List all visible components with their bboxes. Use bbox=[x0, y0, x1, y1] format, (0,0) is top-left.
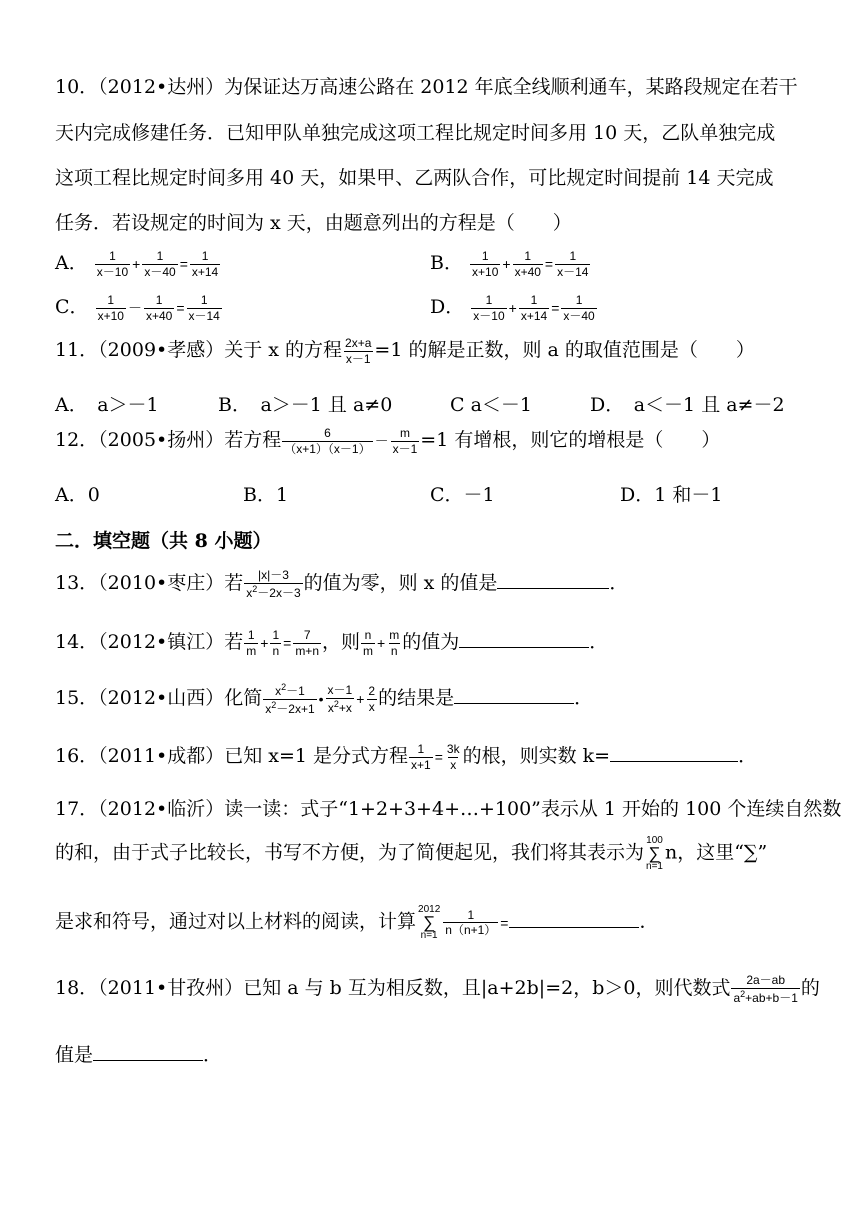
fraction: $\frac{7}{m+n}$ bbox=[295, 627, 319, 658]
fraction: $\frac{6}{(x+1)(x-1)}$ bbox=[284, 425, 371, 456]
q13-stem: 13．（2010•枣庄）若 $\frac{|x|-3}{x^2-2x-3}$ 的值为零，则 x 的值是 ． bbox=[55, 567, 629, 600]
fraction: $\frac{2x+a}{x-1}$ bbox=[345, 335, 372, 366]
fraction: $\frac{|x|-3}{x^2-2x-3}$ bbox=[246, 567, 301, 600]
q10-option-d: D． $\frac{1}{x-10}$ + $\frac{1}{x+14}$ = $\frac{1}{x-40}$ bbox=[430, 292, 595, 323]
fraction: $\frac{1}{x+10}$ bbox=[97, 292, 124, 323]
answer-blank[interactable] bbox=[93, 1043, 203, 1061]
q12-option-a: A．0 bbox=[55, 484, 100, 506]
q10-line-2: 天内完成修建任务．已知甲队单独完成这项工程比规定时间多用 10 天，乙队单独完成 bbox=[55, 122, 776, 144]
q17-line-1: 17．（2012•临沂）读一读：式子“1+2+3+4+…+100”表示从 1 开始的 100 个连续自然数 bbox=[55, 798, 842, 820]
fraction: $\frac{1}{n(n+1)}$ bbox=[445, 907, 497, 938]
fraction: $\frac{1}{x-40}$ bbox=[144, 248, 176, 279]
fraction: $\frac{1}{x-14}$ bbox=[188, 292, 220, 323]
q16-stem: 16．（2011•成都）已知 x=1 是分式方程 $\frac{1}{x+1}$ = $\frac{3k}{x}$ 的根，则实数 k= ． bbox=[55, 741, 758, 772]
fraction: $\frac{3k}{x}$ bbox=[446, 741, 460, 772]
q15-stem: 15．（2012•山西）化简 $\frac{x^2-1}{x^2-2x+1}$ • $\frac{x-1}{x^2+x}$ + $\frac{2}{x}$ 的结果是 ． bbox=[55, 682, 594, 716]
q10-option-c: C． $\frac{1}{x+10}$ － $\frac{1}{x+40}$ = $\frac{1}{x-14}$ bbox=[55, 292, 220, 323]
q10-option-b: B． $\frac{1}{x+10}$ + $\frac{1}{x+40}$ = $\frac{1}{x-14}$ bbox=[430, 248, 589, 279]
fraction: $\frac{1}{m}$ bbox=[246, 627, 257, 658]
q11-option-d: D． a＜－1 且 a≠－2 bbox=[590, 394, 785, 416]
q10-option-a: A． $\frac{1}{x-10}$ + $\frac{1}{x-40}$ = $\frac{1}{x+14}$ bbox=[55, 248, 219, 279]
fraction: $\frac{1}{x-40}$ bbox=[563, 292, 595, 323]
fraction: $\frac{1}{n}$ bbox=[272, 627, 280, 658]
fraction: $\frac{2}{x}$ bbox=[368, 684, 376, 714]
fraction: $\frac{m}{n}$ bbox=[389, 627, 400, 658]
fraction: $\frac{1}{x-10}$ bbox=[96, 248, 129, 279]
fraction: $\frac{1}{x+1}$ bbox=[411, 741, 431, 772]
fraction: $\frac{x-1}{x^2+x}$ bbox=[327, 683, 353, 715]
q12-option-b: B．1 bbox=[243, 484, 289, 506]
q11-option-c: C a＜－1 bbox=[450, 394, 532, 416]
fraction: $\frac{1}{x+14}$ bbox=[520, 292, 548, 323]
section-heading: 二．填空题（共 8 小题） bbox=[55, 530, 272, 552]
q10-line-4: 任务．若设规定的时间为 x 天，由题意列出的方程是（ ） bbox=[55, 212, 572, 234]
q12-option-c: C．－1 bbox=[430, 484, 495, 506]
fraction: $\frac{x^2-1}{x^2-2x+1}$ bbox=[265, 682, 315, 716]
fraction: $\frac{1}{x-10}$ bbox=[473, 292, 505, 323]
fraction: $\frac{1}{x+40}$ bbox=[145, 292, 173, 323]
answer-blank[interactable] bbox=[497, 571, 609, 589]
answer-blank[interactable] bbox=[459, 630, 589, 648]
q10-line-3: 这项工程比规定时间多用 40 天，如果甲、乙两队合作，可比规定时间提前 14 天完成 bbox=[55, 167, 774, 189]
q17-line-3: 是求和符号，通过对以上材料的阅读，计算 2012 ∑ n=1 $\frac{1}{n(n+1)}$ = ． bbox=[55, 904, 659, 942]
summation: 2012 ∑ n=1 bbox=[418, 904, 441, 942]
q11-option-b: B． a＞－1 且 a≠0 bbox=[218, 394, 393, 416]
q12-stem: 12．（2005•扬州）若方程 $\frac{6}{(x+1)(x-1)}$ － $\frac{m}{x-1}$ =1 有增根，则它的增根是（ ） bbox=[55, 425, 721, 456]
answer-blank[interactable] bbox=[610, 744, 738, 762]
summation: 100 ∑ n=1 bbox=[646, 835, 663, 873]
fraction: $\frac{1}{x+40}$ bbox=[514, 248, 541, 279]
q14-stem: 14．（2012•镇江）若 $\frac{1}{m}$ + $\frac{1}{n}$ = $\frac{7}{m+n}$ ，则 $\frac{n}{m}$ + $\frac{m}{n}$ 的值为 ． bbox=[55, 627, 609, 658]
q18-line-2: 值是 ． bbox=[55, 1044, 223, 1066]
answer-blank[interactable] bbox=[509, 910, 639, 928]
fraction: $\frac{1}{x-14}$ bbox=[557, 248, 589, 279]
fraction: $\frac{1}{x+14}$ bbox=[191, 248, 219, 279]
fraction: $\frac{n}{m}$ bbox=[363, 627, 374, 658]
fraction: $\frac{2a-ab}{a^2+ab+b-1}$ bbox=[733, 972, 798, 1005]
fraction: $\frac{m}{x-1}$ bbox=[392, 425, 418, 456]
q17-line-2: 的和，由于式子比较长，书写不方便，为了简便起见，我们将其表示为 100 ∑ n=1 n，这里“∑” bbox=[55, 835, 768, 873]
q11-stem: 11．（2009•孝感）关于 x 的方程 $\frac{2x+a}{x-1}$ =1 的解是正数，则 a 的取值范围是（ ） bbox=[55, 335, 755, 366]
q12-option-d: D．1 和－1 bbox=[620, 484, 723, 506]
q11-option-a: A． a＞－1 bbox=[55, 394, 159, 416]
answer-blank[interactable] bbox=[454, 686, 574, 704]
fraction: $\frac{1}{x+10}$ bbox=[472, 248, 499, 279]
q18-stem: 18．（2011•甘孜州）已知 a 与 b 互为相反数，且|a+2b|=2，b＞0，则代数式 $\frac{2a-ab}{a^2+ab+b-1}$ 的 bbox=[55, 972, 820, 1005]
q10-line-1: 10．（2012•达州）为保证达万高速公路在 2012 年底全线顺利通车，某路段规定在若干 bbox=[55, 76, 798, 98]
